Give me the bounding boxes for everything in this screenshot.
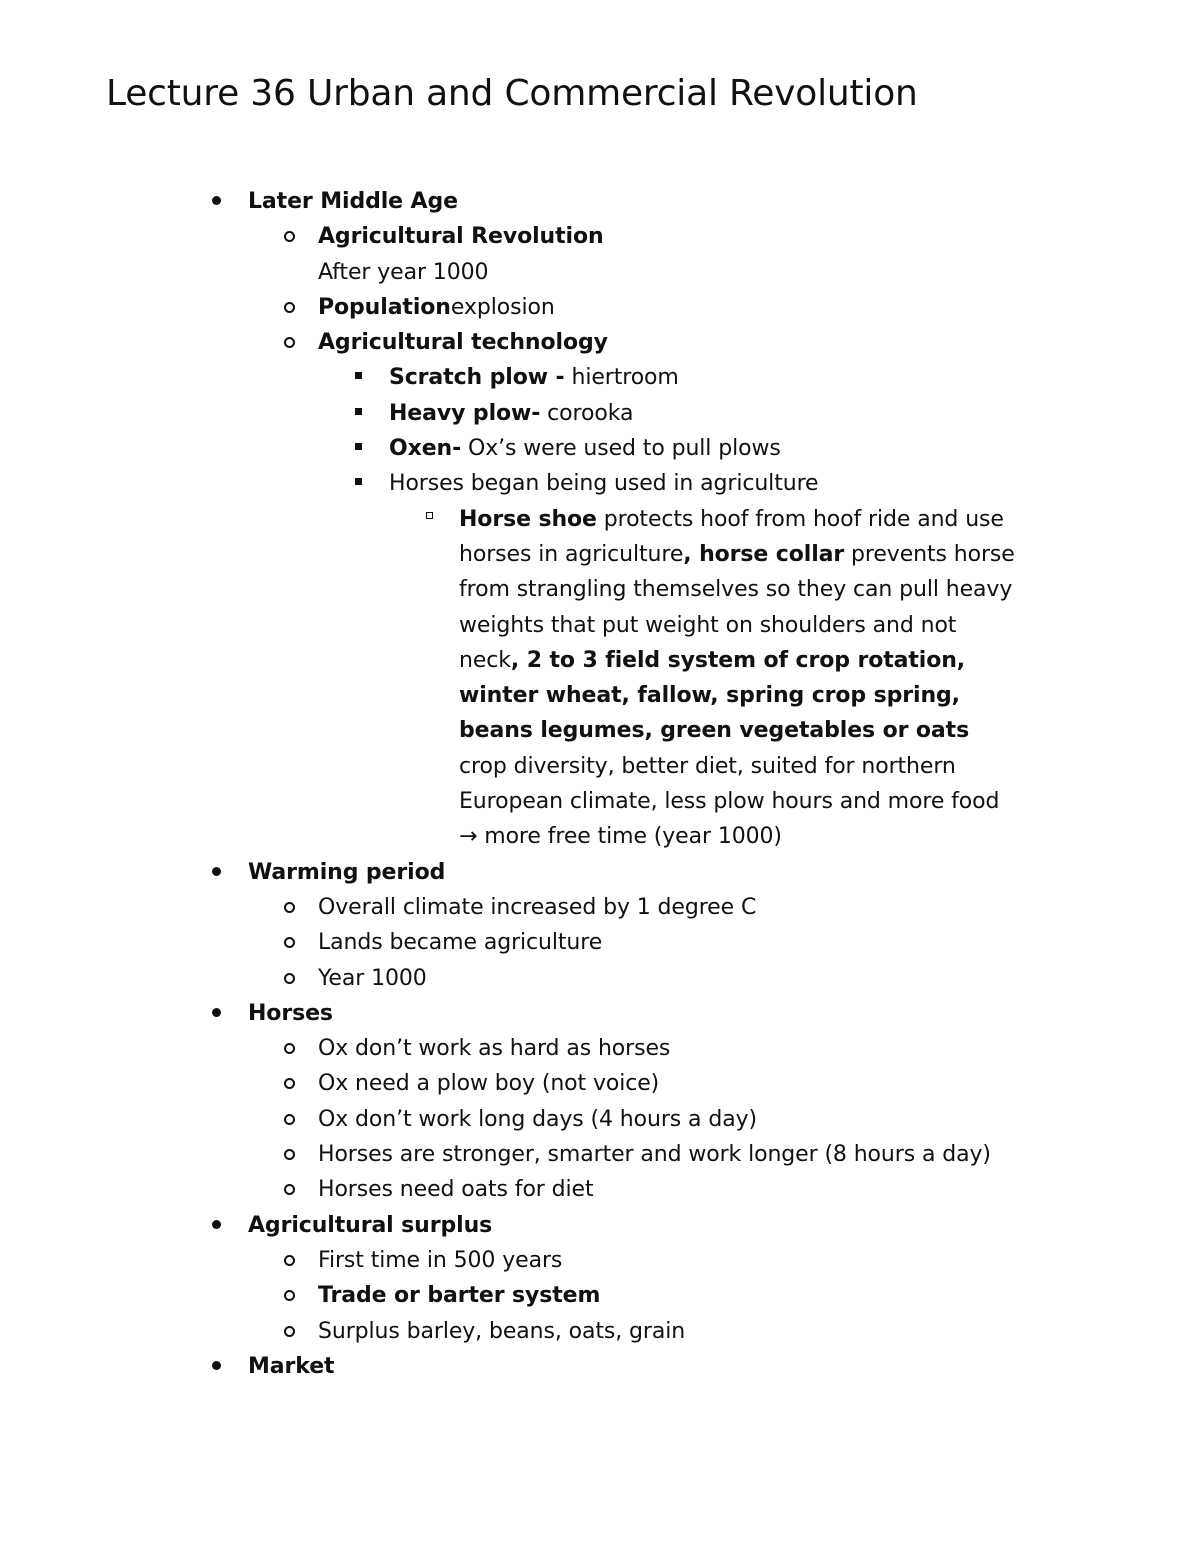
note-text — [459, 819, 782, 854]
section-heading: Market — [248, 1353, 335, 1379]
hollow-circle-bullet-icon — [284, 1184, 295, 1195]
bullet-agricultural-surplus — [0, 1208, 1200, 1243]
population-rest: explosion — [450, 294, 555, 320]
list-item — [0, 1102, 1200, 1137]
note-plain: more free time (year 1000) — [477, 824, 782, 850]
note-plain: prevents horse — [844, 541, 1015, 567]
list-item — [0, 1066, 1200, 1101]
tech-item-text: Horses began being used in agriculture — [389, 471, 819, 497]
hollow-circle-bullet-icon — [284, 1078, 295, 1089]
hollow-circle-bullet-icon — [284, 1326, 295, 1337]
note-plain: horses in agriculture — [459, 541, 684, 567]
note-horse-shoe-line-8 — [0, 749, 1200, 784]
list-item-text: Ox don’t work as hard as horses — [318, 1036, 671, 1062]
sub-bullet-population — [0, 290, 1200, 325]
hollow-circle-bullet-icon — [284, 302, 295, 313]
note-plain: protects hoof from hoof ride and use — [596, 506, 1004, 532]
list-item-text: Ox need a plow boy (not voice) — [318, 1071, 660, 1097]
filled-bullet-icon — [212, 867, 221, 876]
lecture-outline — [0, 184, 1200, 1384]
hollow-circle-bullet-icon — [284, 231, 295, 242]
sub-bullet-agricultural-technology — [0, 325, 1200, 360]
note-text — [459, 643, 965, 678]
continuation-after-year — [0, 255, 1200, 290]
note-horse-shoe-line-7 — [0, 713, 1200, 748]
note-horse-shoe-line-3 — [0, 572, 1200, 607]
list-item — [0, 1243, 1200, 1278]
note-text: from strangling themselves so they can pull heavy — [459, 577, 1013, 603]
bullet-later-middle-age — [0, 184, 1200, 219]
filled-bullet-icon — [212, 1361, 221, 1370]
note-text: European climate, less plow hours and more food — [459, 789, 1000, 815]
note-horse-shoe-line-9 — [0, 784, 1200, 819]
note-text — [459, 502, 1004, 537]
list-item-text: Lands became agriculture — [318, 930, 603, 956]
note-text: crop diversity, better diet, suited for northern — [459, 753, 956, 779]
list-item — [0, 1137, 1200, 1172]
note-horse-shoe-line-1 — [0, 502, 1200, 537]
note-horse-shoe-line-10 — [0, 819, 1200, 854]
hollow-circle-bullet-icon — [284, 1114, 295, 1125]
bullet-market — [0, 1349, 1200, 1384]
hollow-circle-bullet-icon — [284, 937, 295, 948]
tech-label: Scratch plow - — [389, 365, 565, 391]
note-bold: , horse collar — [683, 541, 845, 567]
list-item — [0, 1172, 1200, 1207]
list-item-text: Horses need oats for diet — [318, 1177, 594, 1203]
note-bold: , 2 to 3 field system of crop rotation, — [510, 647, 966, 673]
hollow-square-bullet-icon — [426, 512, 433, 519]
filled-bullet-icon — [212, 1220, 221, 1229]
list-item-text: First time in 500 years — [318, 1247, 563, 1273]
list-item — [0, 1278, 1200, 1313]
tech-item-text — [389, 396, 633, 431]
note-text: winter wheat, fallow, spring crop spring, — [459, 683, 960, 709]
sub-heading: Agricultural technology — [318, 330, 608, 356]
square-bullet-icon — [355, 478, 362, 485]
list-item-text: Ox don’t work long days (4 hours a day) — [318, 1106, 757, 1132]
list-item-text: Overall climate increased by 1 degree C — [318, 894, 757, 920]
note-horse-shoe-line-2 — [0, 537, 1200, 572]
note-text — [459, 537, 1015, 572]
tech-desc: hiertroom — [564, 365, 679, 391]
list-item-text: Year 1000 — [318, 965, 427, 991]
note-horse-shoe-line-4 — [0, 608, 1200, 643]
tech-desc: corooka — [540, 400, 634, 426]
sub-heading: Agricultural Revolution — [318, 224, 604, 250]
list-item-text: Trade or barter system — [318, 1283, 601, 1309]
tech-item-horses — [0, 466, 1200, 501]
note-bold: Horse shoe — [459, 506, 597, 532]
sub-bullet-agricultural-revolution — [0, 219, 1200, 254]
tech-label: Heavy plow- — [389, 400, 541, 426]
list-item-text: Horses are stronger, smarter and work longer (8 hours a day) — [318, 1142, 991, 1168]
section-heading: Agricultural surplus — [248, 1212, 493, 1238]
note-text: weights that put weight on shoulders and not — [459, 612, 957, 638]
bullet-horses — [0, 996, 1200, 1031]
filled-bullet-icon — [212, 196, 221, 205]
square-bullet-icon — [355, 408, 362, 415]
tech-item-text — [389, 431, 781, 466]
continuation-text: After year 1000 — [318, 259, 489, 285]
right-arrow-icon: → — [459, 824, 478, 850]
note-horse-shoe-line-6 — [0, 678, 1200, 713]
list-item — [0, 1314, 1200, 1349]
list-item — [0, 1031, 1200, 1066]
square-bullet-icon — [355, 372, 362, 379]
note-horse-shoe-line-5 — [0, 643, 1200, 678]
square-bullet-icon — [355, 443, 362, 450]
page-title: Lecture 36 Urban and Commercial Revolution — [106, 73, 918, 114]
tech-item-scratch-plow — [0, 360, 1200, 395]
tech-item-heavy-plow — [0, 396, 1200, 431]
hollow-circle-bullet-icon — [284, 1043, 295, 1054]
tech-desc: Ox’s were used to pull plows — [461, 436, 781, 462]
population-bold: Population — [318, 294, 451, 320]
hollow-circle-bullet-icon — [284, 973, 295, 984]
list-item — [0, 890, 1200, 925]
list-item-text: Surplus barley, beans, oats, grain — [318, 1318, 686, 1344]
list-item — [0, 961, 1200, 996]
hollow-circle-bullet-icon — [284, 1149, 295, 1160]
hollow-circle-bullet-icon — [284, 1290, 295, 1301]
filled-bullet-icon — [212, 1008, 221, 1017]
hollow-circle-bullet-icon — [284, 337, 295, 348]
bullet-warming-period — [0, 855, 1200, 890]
section-heading: Horses — [248, 1000, 333, 1026]
section-heading: Later Middle Age — [248, 189, 458, 214]
note-text: beans legumes, green vegetables or oats — [459, 718, 970, 744]
list-item — [0, 925, 1200, 960]
tech-item-text — [389, 360, 679, 395]
population-text — [318, 290, 555, 325]
tech-item-oxen — [0, 431, 1200, 466]
tech-label: Oxen- — [389, 436, 462, 462]
hollow-circle-bullet-icon — [284, 902, 295, 913]
section-heading: Warming period — [248, 859, 446, 885]
hollow-circle-bullet-icon — [284, 1255, 295, 1266]
note-plain: neck — [459, 647, 511, 673]
